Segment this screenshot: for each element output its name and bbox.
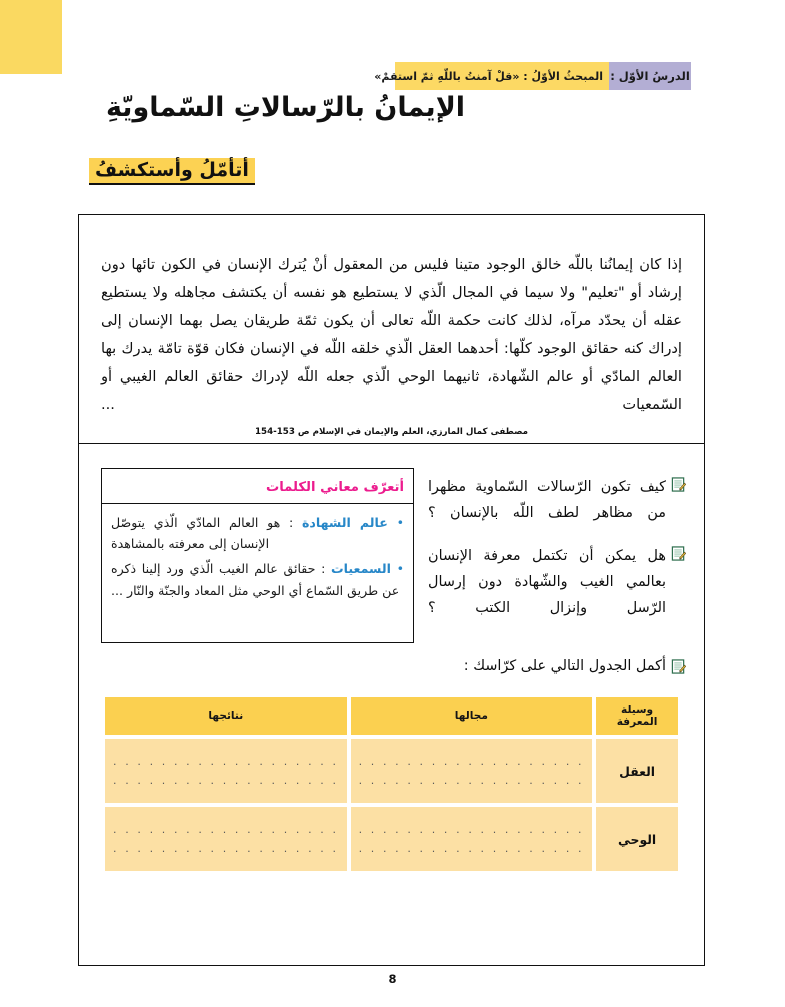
table-row — [105, 739, 678, 803]
vocabulary-term: السمعيات — [330, 561, 391, 577]
page-header-strip — [374, 62, 691, 90]
blank-dotted-line: . . . . . . . . . . . . . . . . . . . — [113, 823, 339, 837]
table-row — [105, 807, 678, 871]
content-frame — [78, 214, 705, 966]
question-text: كيف تكون الرّسالات السّماوية مظهرا من مظاهر لطف اللّه بالإنسان ؟ — [428, 479, 666, 522]
decorative-corner-band — [0, 0, 62, 74]
vocabulary-term: عالم الشهادة — [301, 515, 388, 531]
vocabulary-body — [102, 504, 413, 642]
vocabulary-title: أتعرّف معاني الكلمات — [265, 480, 404, 496]
table-cell-label: الوحي — [596, 807, 678, 871]
table-cell-label: العقل — [596, 739, 678, 803]
vocabulary-separator: : — [315, 561, 331, 577]
vocabulary-separator: : — [280, 515, 302, 531]
page-number: 8 — [388, 972, 397, 986]
table-header-row — [105, 697, 678, 735]
lesson-chip-label: الدرسُ الأوّل : — [610, 69, 690, 83]
table-cell-blank[interactable] — [105, 807, 347, 871]
blank-dotted-line: . . . . . . . . . . . . . . . . . . . — [113, 755, 339, 769]
table-cell-blank[interactable] — [351, 807, 593, 871]
section-heading: أتأمّلُ وأستكشفُ — [89, 158, 255, 185]
page-title: الإيمانُ بالرّسالاتِ السّماويّةِ — [105, 92, 466, 123]
vocabulary-column — [79, 468, 422, 643]
questions-column — [422, 468, 704, 643]
lesson-number-chip — [609, 62, 691, 90]
table-header-cell-domain: مجالها — [351, 697, 593, 735]
blank-dotted-line: . . . . . . . . . . . . . . . . . . . — [358, 842, 585, 856]
section-divider — [79, 443, 704, 444]
questions-and-vocabulary-section — [79, 450, 704, 643]
pencil-note-icon — [671, 477, 686, 492]
blank-dotted-line: . . . . . . . . . . . . . . . . . . . — [113, 774, 339, 788]
table-header-cell-knowledge-means: وسيلة المعرفة — [596, 697, 678, 735]
blank-dotted-line: . . . . . . . . . . . . . . . . . . . — [358, 774, 585, 788]
table-instruction-text: أكمل الجدول التالي على كرّاسك : — [463, 658, 666, 675]
table-instruction-row — [79, 643, 704, 679]
vocabulary-definition: هو العالم المادّي الّذي يتوصّل الإنسان إلى معرفته بالمشاهدة — [111, 515, 281, 552]
vocabulary-box — [101, 468, 414, 643]
quote-block — [79, 215, 704, 450]
unit-title-label: المبحثُ الأوّلُ : «قلْ آمنتُ باللّهِ ثمّ استقمْ» — [374, 69, 603, 83]
question-item — [428, 543, 686, 622]
quote-text: إذا كان إيمانُنا باللّه خالق الوجود متينا فليس من المعقول أنْ يُترك الإنسان في الكون تائها دون إرشاد أو "تعليم" ولا سيما في المجال الّذي لا يستطيع هو نفسه أن يكتشف مجاهله ولا يستطيع عقله أن يحدّد مرآه، لذلك كانت حكمة اللّه تعالى أن يكون ثمّة طريقان يصل بهما الإنسان إلى إدراك كنه حقائق الوجود كلّها: أحدهما العقل الّذي خلقه اللّه في الإنسان فكان قوّة تامّة يدرك بها العالم المادّي أو عالم الشّهادة، ثانيهما الوحي الّذي جعله اللّه لإدراك حقائق العالم الغيبي أو السّمعيات ... — [101, 256, 682, 414]
blank-dotted-line: . . . . . . . . . . . . . . . . . . . — [358, 755, 585, 769]
pencil-note-icon — [671, 659, 686, 674]
worksheet-table — [101, 693, 682, 875]
vocabulary-definition: حقائق عالم الغيب الّذي ورد إلينا ذكره عن طريق السّماع أي الوحي مثل المعاد والجنّة والنّار ... — [111, 561, 400, 598]
vocabulary-item — [111, 558, 404, 600]
blank-dotted-line: . . . . . . . . . . . . . . . . . . . — [113, 842, 339, 856]
vocabulary-bullet: • — [396, 515, 404, 531]
vocabulary-title-bar — [102, 469, 413, 504]
question-item — [428, 474, 686, 526]
section-heading-container — [89, 158, 689, 185]
vocabulary-item — [111, 512, 404, 554]
table-header-cell-results: نتائجها — [105, 697, 347, 735]
pencil-note-icon — [671, 546, 686, 561]
vocabulary-bullet: • — [396, 561, 404, 577]
question-text: هل يمكن أن تكتمل معرفة الإنسان بعالمي الغيب والشّهادة دون إرسال الرّسل وإنزال الكتب ؟ — [428, 547, 666, 616]
quote-source-attribution: مصطفى كمال المارزي، العلم والإيمان في الإسلام ص 153-154 — [254, 427, 529, 438]
table-cell-blank[interactable] — [105, 739, 347, 803]
table-cell-blank[interactable] — [351, 739, 593, 803]
blank-dotted-line: . . . . . . . . . . . . . . . . . . . — [358, 823, 585, 837]
